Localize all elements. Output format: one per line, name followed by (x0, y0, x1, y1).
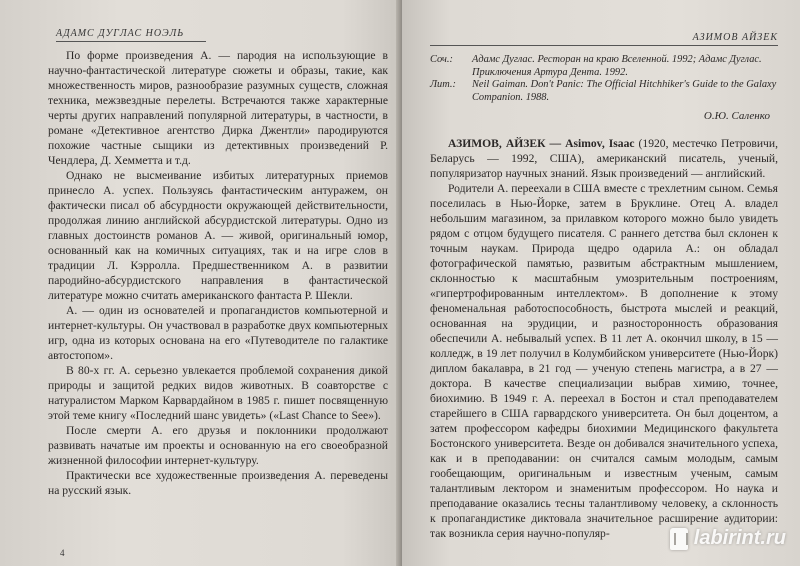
paragraph: Однако не высмеивание избитых литературных приемов принесло А. успех. Пользуясь фантастическим антуражем, он фактически писал об абсурдности окружающей действительности, продолжая линию английской абсурдистской литературы. Одно из главных достоинств романов А. — живой, оригинальный юмор, основанный как на комичных ситуациях, так и на игре слов в традиции Л. Кэрролла. Предшественником А. в развитии пародийно-абсурдистского направления в фантастической литературе можно считать американского фантаста Р. Шекли. (48, 169, 388, 302)
right-page (402, 0, 800, 566)
paragraph: По форме произведения А. — пародия на использующие в научно-фантастической литературе сюжеты и образы, такие, как множественность миров, разнообразие разумных существ, сложная техника, межзвездные перелеты. Встречаются также характерные черты других направлений популярной литературы, в частности, в романе «Детективное агентство Дирка Джентли» пародируются похожие частные сыщики из детективных произведений Р. Чендлера, Д. Хемметта и т.д. (48, 49, 388, 167)
references-block (430, 54, 778, 104)
paragraph: После смерти А. его друзья и поклонники продолжают развивать начатые им проекты и основанную на его своеобразной жизненной философии интернет-культуру. (48, 424, 388, 467)
left-page-body (48, 48, 388, 498)
book-icon (670, 528, 688, 550)
paragraph: В 80-х гг. А. серьезно увлекается проблемой сохранения дикой природы и защитой редких видов животных. В соавторстве с натуралистом Марком Карвардайном в 1985 г. пишет посвященную этой теме книгу «Последний шанс увидеть» («Last Chance to See»). (48, 364, 388, 422)
reference-label: Лит.: (430, 79, 456, 91)
paragraph: А. — один из основателей и пропагандистов компьютерной и интернет-культуры. Он участвовал в разработке двух компьютерных игр, одна из которых основана на его «Путеводителе по галактике автостопом». (48, 304, 388, 362)
page-number: 4 (60, 548, 65, 558)
author-signature: О.Ю. Саленко (703, 110, 770, 123)
watermark (670, 527, 786, 550)
paragraph: Родители А. переехали в США вместе с трехлетним сыном. Семья поселилась в Нью-Йорке, затем в Бруклине. Отец А. владел небольшим магазином, за прилавком которого можно было увидеть рядом с отцом будущего писателя. С раннего детства был склонен к точным наукам. Природа щедро одарила А.: он обладал фотографической памятью, развитым абстрактным мышлением, склонностью к масштабным умозрительным построениям, «гипертрофированным интеллектом». В дополнение к этому феноменальная работоспособность, быстрота мыслей и реакций, основанная на эрудиции, и разносторонность образования обеспечили А. небывалый успех. В 11 лет А. окончил школу, в 15 — колледж, в 19 лет получил в Колумбийском университете (Нью-Йорк) диплом бакалавра, в 21 год — ученую степень магистра, а в 27 — доктора. В качестве специализации выбрав химию, точнее, биохимию. В 1949 г. А. переехал в Бостон и стал преподавателем старейшего в США гарвардского университета. Он был доцентом, а затем профессором кафедры биохимии Медицинского факультета Бостонского университета. Везде он добивался значительного успеха, как и в преподавании: он считался самым молодым, самым гообещающим, оригинальным и известным ученым, самым талантливым лектором и знаменитым профессором. Но наука и преподавание оказались тесны талантливому человеку, а склонность к пропагандистике диктовала значительное расширение аудитории: так возникла серия научно-популяр- (430, 182, 778, 541)
entry-intro (430, 136, 778, 181)
entry-intro-text: (1920, местечко Петровичи, Беларусь — 1992, США), американский писатель, ученый, популяризатор научных знаний. Язык произведений — английский. (430, 137, 778, 181)
reference-text: Адамс Дуглас. Ресторан на краю Вселенной. 1992; Адамс Дуглас. Приключения Артура Дента. 1992. (472, 54, 762, 78)
paragraph: Практически все художественные произведения А. переведены на русский язык. (48, 469, 388, 497)
reference-text: Neil Gaiman. Don't Panic: The Official Hitchhiker's Guide to the Galaxy Companion. 1988. (472, 79, 777, 103)
watermark-text: labirint.ru (693, 527, 786, 549)
right-page-body (430, 136, 778, 541)
reference-literature (430, 79, 778, 104)
entry-headword: АЗИМОВ, АЙЗЕК — Asimov, Isaac (448, 137, 635, 151)
reference-works (430, 54, 778, 79)
running-head-left: АДАМС ДУГЛАС НОЭЛЬ (56, 28, 206, 42)
reference-label: Соч.: (430, 54, 453, 65)
running-head-right: АЗИМОВ АЙЗЕК (430, 32, 778, 46)
